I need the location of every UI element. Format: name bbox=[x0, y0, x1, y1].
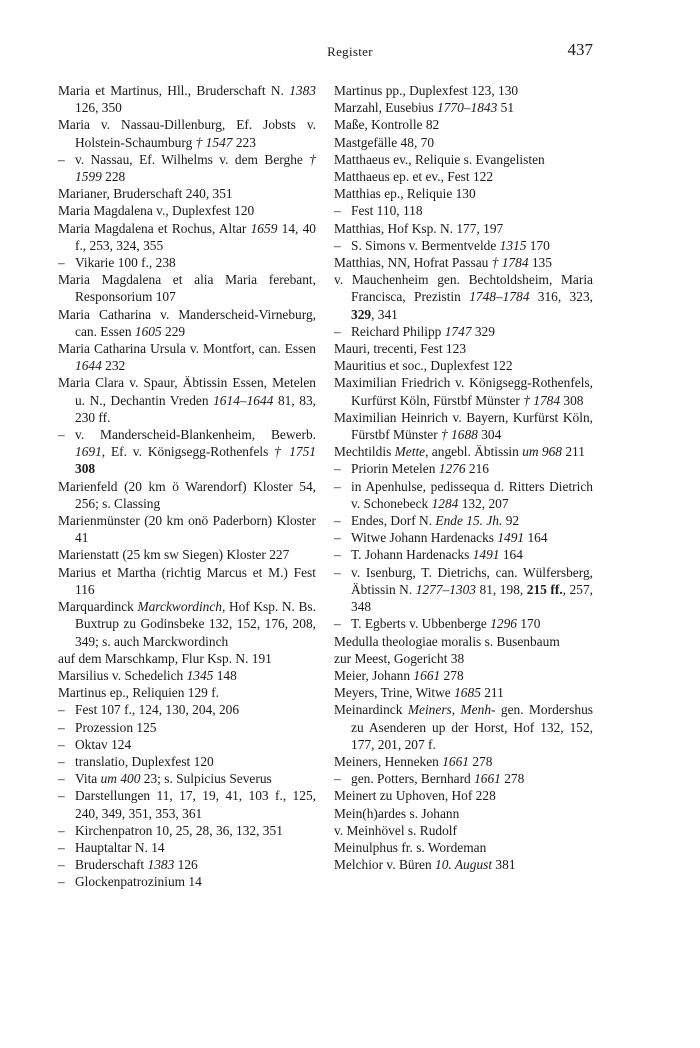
entry-text: Oktav 124 bbox=[75, 736, 132, 752]
entry-text: Marquardinck bbox=[58, 599, 138, 615]
italic-text: † 1688 bbox=[441, 427, 478, 443]
entry-text: Marsilius v. Schedelich bbox=[58, 667, 187, 683]
entry-text: Meier, Johann bbox=[334, 667, 414, 683]
index-entry bbox=[58, 684, 316, 701]
index-entry bbox=[334, 839, 593, 856]
index-entry bbox=[334, 805, 593, 822]
italic-text: 1383 bbox=[289, 83, 316, 98]
index-entry bbox=[334, 787, 593, 804]
entry-text: Meinardinck bbox=[334, 702, 408, 718]
italic-text: um 400 bbox=[100, 771, 141, 787]
index-entry bbox=[58, 478, 316, 512]
italic-text: † 1784 bbox=[491, 255, 529, 271]
index-entry bbox=[58, 116, 316, 150]
index-entry bbox=[334, 134, 593, 151]
index-subentry bbox=[334, 478, 593, 512]
entry-text: Meinulphus fr. s. Wordeman bbox=[334, 839, 487, 855]
index-subentry bbox=[58, 873, 316, 890]
entry-text: Darstellungen 11, 17, 19, 41, 103 f., 125, 240, 349, 351, 353, 361 bbox=[75, 788, 316, 821]
entry-text: 126, 350 bbox=[75, 100, 122, 116]
index-entry bbox=[334, 374, 593, 408]
entry-text: translatio, Duplexfest 120 bbox=[75, 753, 214, 769]
entry-text: 232 bbox=[101, 358, 126, 374]
subentry-dash: – bbox=[334, 530, 341, 546]
index-entry bbox=[334, 822, 593, 839]
italic-text: Ende 15. Jh. bbox=[435, 513, 503, 529]
entry-text: Marienstatt (25 km sw Siegen) Kloster 227 bbox=[58, 547, 290, 563]
index-subentry bbox=[334, 202, 593, 219]
index-entry bbox=[334, 650, 593, 667]
entry-text: 316, 323, bbox=[529, 289, 593, 305]
subentry-dash: – bbox=[334, 237, 341, 253]
entry-text: Meyers, Trine, Witwe bbox=[334, 685, 455, 701]
entry-text: 329 bbox=[471, 323, 495, 339]
subentry-dash: – bbox=[334, 616, 341, 632]
index-subentry bbox=[58, 787, 316, 821]
subentry-dash: – bbox=[334, 461, 341, 477]
subentry-dash: – bbox=[58, 255, 65, 271]
subentry-dash: – bbox=[58, 736, 65, 752]
italic-text: 1685 bbox=[454, 685, 481, 701]
entry-text: 229 bbox=[161, 323, 186, 339]
entry-text: Mauritius et soc., Duplexfest 122 bbox=[334, 358, 513, 374]
entry-text: Melchior v. Büren bbox=[334, 857, 436, 873]
entry-text: Reichard Philipp bbox=[351, 323, 445, 339]
index-entry bbox=[334, 99, 593, 116]
entry-text: Glockenpatrozinium 14 bbox=[75, 874, 202, 890]
entry-text: 278 bbox=[469, 753, 493, 769]
index-entry bbox=[334, 116, 593, 133]
italic-text: 1644 bbox=[75, 358, 102, 374]
index-column-right bbox=[334, 82, 593, 873]
subentry-dash: – bbox=[58, 719, 65, 735]
entry-text: v. Nassau, Ef. Wilhelms v. dem Berghe bbox=[75, 151, 310, 167]
italic-text: 1770–1843 bbox=[437, 100, 498, 116]
index-subentry bbox=[334, 460, 593, 477]
entry-text: v. Manderscheid-Blankenheim, Bewerb. bbox=[75, 427, 316, 443]
entry-text: , Ef. v. Königsegg-Rothenfels bbox=[101, 444, 275, 460]
index-entry bbox=[334, 340, 593, 357]
entry-text: , angebl. Äbtissin bbox=[425, 444, 523, 460]
index-entry bbox=[58, 271, 316, 305]
entry-text: Endes, Dorf N. bbox=[351, 513, 436, 529]
index-subentry bbox=[58, 701, 316, 718]
index-subentry bbox=[58, 753, 316, 770]
entry-text: Marzahl, Eusebius bbox=[334, 100, 438, 116]
index-entry bbox=[58, 220, 316, 254]
italic-text: 1691 bbox=[75, 444, 102, 460]
index-subentry bbox=[334, 770, 593, 787]
index-entry bbox=[334, 271, 593, 323]
index-entry bbox=[58, 546, 316, 563]
index-subentry bbox=[334, 615, 593, 632]
index-entry bbox=[334, 633, 593, 650]
index-entry bbox=[58, 650, 316, 667]
index-entry bbox=[334, 82, 593, 99]
index-entry bbox=[334, 701, 593, 753]
entry-text: Hauptaltar N. 14 bbox=[75, 839, 165, 855]
entry-text: Mastgefälle 48, 70 bbox=[334, 134, 435, 150]
entry-text: Maria Catharina v. Manderscheid-Virneburg, can. Essen bbox=[58, 306, 316, 339]
italic-text: 1605 bbox=[134, 323, 162, 339]
subentry-dash: – bbox=[58, 771, 65, 787]
entry-text: 211 bbox=[562, 444, 585, 460]
entry-text: Martinus ep., Reliquien 129 f. bbox=[58, 685, 220, 701]
entry-text: 304 bbox=[477, 427, 502, 443]
entry-text: in Apenhulse, pedissequa d. Ritters Dietrich v. Schonebeck bbox=[351, 478, 593, 511]
italic-text: † 1599 bbox=[75, 151, 316, 185]
entry-text: auf dem Marschkamp, Flur Ksp. N. 191 bbox=[58, 650, 272, 666]
entry-text: T. Johann Hardenacks bbox=[351, 547, 473, 563]
entry-text: 126 bbox=[174, 857, 198, 873]
index-entry bbox=[58, 340, 316, 374]
italic-text: 1614–1644 bbox=[213, 392, 274, 408]
index-entry bbox=[334, 443, 593, 460]
subentry-dash: – bbox=[58, 151, 65, 167]
italic-text: 1276 bbox=[438, 461, 466, 477]
index-entry bbox=[58, 306, 316, 340]
subentry-dash: – bbox=[334, 547, 341, 563]
entry-text: 223 bbox=[232, 134, 256, 150]
index-entry bbox=[334, 856, 593, 873]
entry-text: Bruderschaft bbox=[75, 857, 148, 873]
index-subentry bbox=[58, 856, 316, 873]
index-subentry bbox=[334, 237, 593, 254]
subentry-dash: – bbox=[58, 822, 65, 838]
entry-text: 81, 83, 230 ff. bbox=[75, 392, 317, 425]
entry-text: Matthias, Hof Ksp. N. 177, 197 bbox=[334, 220, 504, 236]
index-column-left bbox=[58, 82, 316, 891]
subentry-dash: – bbox=[58, 839, 65, 855]
entry-text: Fest 107 f., 124, 130, 204, 206 bbox=[75, 702, 240, 718]
entry-text: , 341 bbox=[371, 306, 398, 322]
entry-text: 81, 198, bbox=[476, 581, 527, 597]
entry-text: Matthaeus ep. et ev., Fest 122 bbox=[334, 169, 494, 185]
entry-text: Vikarie 100 f., 238 bbox=[75, 255, 176, 271]
italic-text: 1491 bbox=[497, 530, 525, 546]
subentry-dash: – bbox=[58, 857, 65, 873]
entry-text: Meinert zu Uphoven, Hof 228 bbox=[334, 788, 496, 804]
entry-text: Meiners, Henneken bbox=[334, 753, 443, 769]
index-entry bbox=[334, 667, 593, 684]
subentry-dash: – bbox=[58, 874, 65, 890]
entry-text: zur Meest, Gogericht 38 bbox=[334, 650, 465, 666]
entry-text: T. Egberts v. Ubbenberge bbox=[351, 616, 491, 632]
entry-text: Marianer, Bruderschaft 240, 351 bbox=[58, 186, 233, 202]
entry-text: Marienmünster (20 km onö Paderborn) Kloster 41 bbox=[58, 513, 316, 546]
entry-text: Matthias, NN, Hofrat Passau bbox=[334, 255, 492, 271]
entry-text: Matthaeus ev., Reliquie s. Evangelisten bbox=[334, 151, 545, 167]
index-entry bbox=[334, 185, 593, 202]
entry-text: Matthias ep., Reliquie 130 bbox=[334, 186, 476, 202]
subentry-dash: – bbox=[334, 564, 341, 580]
entry-text: 164 bbox=[524, 530, 548, 546]
entry-text: Maria et Martinus, Hll., Bruderschaft N. bbox=[58, 83, 290, 98]
entry-text: 164 bbox=[499, 547, 523, 563]
bold-page-ref: 215 ff. bbox=[526, 581, 563, 597]
subentry-dash: – bbox=[334, 771, 341, 787]
entry-text: 228 bbox=[101, 169, 126, 185]
page-number: 437 bbox=[567, 40, 593, 59]
entry-text: v. Meinhövel s. Rudolf bbox=[334, 822, 457, 838]
entry-text: 278 bbox=[440, 667, 464, 683]
bold-page-ref: 329 bbox=[351, 306, 372, 322]
subentry-dash: – bbox=[58, 427, 65, 443]
entry-text: Fest 110, 118 bbox=[351, 203, 423, 219]
italic-text: 1315 bbox=[499, 237, 527, 253]
entry-text: Prozession 125 bbox=[75, 719, 157, 735]
entry-text: 135 bbox=[528, 255, 552, 271]
entry-text: , Hof Ksp. N. Bs. Buxtrup zu Godinsbeke 132, 152, 176, 208, 349; s. auch Marckwordinch bbox=[75, 599, 316, 649]
italic-text: 1277–1303 bbox=[415, 581, 476, 597]
index-entry bbox=[58, 512, 316, 546]
italic-text: † 1751 bbox=[274, 444, 316, 460]
entry-text: , 257, 348 bbox=[351, 581, 593, 615]
entry-text: 381 bbox=[492, 857, 516, 873]
italic-text: 1661 bbox=[413, 667, 441, 683]
italic-text: † 1784 bbox=[523, 392, 561, 408]
index-entry bbox=[58, 185, 316, 202]
index-entry bbox=[58, 667, 316, 684]
entry-text: Maria Clara v. Spaur, Äbtissin Essen, Metelen u. N., Dechantin Vreden bbox=[58, 375, 316, 408]
index-entry bbox=[58, 82, 316, 116]
index-subentry bbox=[58, 770, 316, 787]
italic-text: 1661 bbox=[442, 753, 469, 769]
index-subentry bbox=[58, 719, 316, 736]
index-entry bbox=[58, 374, 316, 426]
entry-text: Mauri, trecenti, Fest 123 bbox=[334, 341, 467, 357]
index-subentry bbox=[58, 839, 316, 856]
subentry-dash: – bbox=[334, 323, 341, 339]
index-entry bbox=[334, 168, 593, 185]
entry-text: Maximilian Heinrich v. Bayern, Kurfürst Köln, Fürstbf Münster bbox=[334, 409, 593, 443]
italic-text: 1345 bbox=[186, 667, 214, 683]
entry-text: Marienfeld (20 km ö Warendorf) Kloster 54, 256; s. Classing bbox=[58, 478, 316, 511]
entry-text: 170 bbox=[516, 616, 541, 632]
italic-text: Meiners, Menh- bbox=[407, 702, 496, 718]
index-entry bbox=[334, 753, 593, 770]
entry-text: Maße, Kontrolle 82 bbox=[334, 117, 440, 133]
italic-text: 1383 bbox=[147, 857, 175, 873]
entry-text: Priorin Metelen bbox=[351, 461, 439, 477]
italic-text: 1748–1784 bbox=[469, 289, 530, 305]
entry-text: Vita bbox=[75, 771, 101, 787]
entry-text: Kirchenpatron 10, 25, 28, 36, 132, 351 bbox=[75, 822, 283, 838]
entry-text: 170 bbox=[526, 237, 550, 253]
entry-text: 308 bbox=[560, 392, 584, 408]
index-subentry bbox=[58, 736, 316, 753]
index-subentry bbox=[58, 254, 316, 271]
entry-text: v. Isenburg, T. Dietrichs, can. Wülfersberg, Äbtissin N. bbox=[351, 564, 593, 597]
entry-text: Mein(h)ardes s. Johann bbox=[334, 805, 460, 821]
entry-text: v. Mauchenheim gen. Bechtoldsheim, Maria Francisca, Prezistin bbox=[334, 272, 593, 305]
entry-text: Maria Magdalena et alia Maria ferebant, Responsorium 107 bbox=[58, 272, 316, 305]
entry-text: Witwe Johann Hardenacks bbox=[351, 530, 498, 546]
subentry-dash: – bbox=[334, 513, 341, 529]
entry-text: 92 bbox=[502, 513, 520, 529]
italic-text: 1296 bbox=[490, 616, 517, 632]
italic-text: 1284 bbox=[431, 495, 459, 511]
entry-text: Maria v. Nassau-Dillenburg, Ef. Jobsts v. Holstein-Schaumburg bbox=[58, 117, 316, 150]
italic-text: Marckwordinch bbox=[137, 599, 222, 615]
subentry-dash: – bbox=[334, 478, 341, 494]
index-subentry bbox=[58, 822, 316, 839]
italic-text: 1661 bbox=[474, 771, 501, 787]
index-entry bbox=[58, 202, 316, 219]
index-subentry bbox=[334, 546, 593, 563]
italic-text: 1659 bbox=[250, 220, 278, 236]
entry-text: Maria Magdalena et Rochus, Altar bbox=[58, 220, 251, 236]
index-entry bbox=[334, 220, 593, 237]
italic-text: † 1547 bbox=[195, 134, 233, 150]
subentry-dash: – bbox=[58, 788, 65, 804]
index-subentry bbox=[58, 426, 316, 478]
italic-text: 1491 bbox=[472, 547, 500, 563]
subentry-dash: – bbox=[334, 203, 341, 219]
entry-text: Maria Magdalena v., Duplexfest 120 bbox=[58, 203, 255, 219]
index-subentry bbox=[334, 564, 593, 616]
bold-page-ref: 308 bbox=[75, 461, 96, 477]
entry-text: 132, 207 bbox=[458, 495, 509, 511]
entry-text: Maria Catharina Ursula v. Montfort, can. Essen bbox=[58, 341, 316, 357]
index-entry bbox=[334, 254, 593, 271]
entry-text: 278 bbox=[500, 771, 525, 787]
index-entry bbox=[58, 598, 316, 650]
index-subentry bbox=[334, 529, 593, 546]
entry-text: 216 bbox=[465, 461, 489, 477]
entry-text: 51 bbox=[497, 100, 515, 116]
italic-text: 1747 bbox=[444, 323, 472, 339]
index-entry bbox=[334, 357, 593, 374]
entry-text: Marius et Martha (richtig Marcus et M.) Fest 116 bbox=[58, 564, 316, 597]
index-entry bbox=[334, 684, 593, 701]
subentry-dash: – bbox=[58, 753, 65, 769]
index-entry bbox=[58, 564, 316, 598]
entry-text: S. Simons v. Bermentvelde bbox=[351, 237, 500, 253]
entry-text: 23; s. Sulpicius Severus bbox=[140, 771, 272, 787]
entry-text: Martinus pp., Duplexfest 123, 130 bbox=[334, 83, 519, 98]
italic-text: Mette bbox=[394, 444, 426, 460]
entry-text: gen. Mordershus zu Asenderen up der Horst, Hof 132, 152, 177, 201, 207 f. bbox=[351, 702, 593, 752]
entry-text: 211 bbox=[480, 685, 504, 701]
entry-text: Mechtildis bbox=[334, 444, 395, 460]
index-entry bbox=[334, 151, 593, 168]
index-subentry bbox=[334, 323, 593, 340]
entry-text: Maximilian Friedrich v. Königsegg-Rothenfels, Kurfürst Köln, Fürstbf Münster bbox=[334, 375, 593, 408]
entry-text: Medulla theologiae moralis s. Busenbaum bbox=[334, 633, 560, 649]
entry-text: gen. Potters, Bernhard bbox=[351, 771, 475, 787]
italic-text: um 968 bbox=[522, 444, 562, 460]
entry-text: 14, 40 f., 253, 324, 355 bbox=[75, 220, 316, 253]
index-subentry bbox=[334, 512, 593, 529]
subentry-dash: – bbox=[58, 702, 65, 718]
entry-text: 148 bbox=[213, 667, 237, 683]
italic-text: 10. August bbox=[435, 857, 493, 873]
running-head: Register bbox=[327, 44, 373, 59]
index-subentry bbox=[58, 151, 316, 185]
index-entry bbox=[334, 409, 593, 443]
